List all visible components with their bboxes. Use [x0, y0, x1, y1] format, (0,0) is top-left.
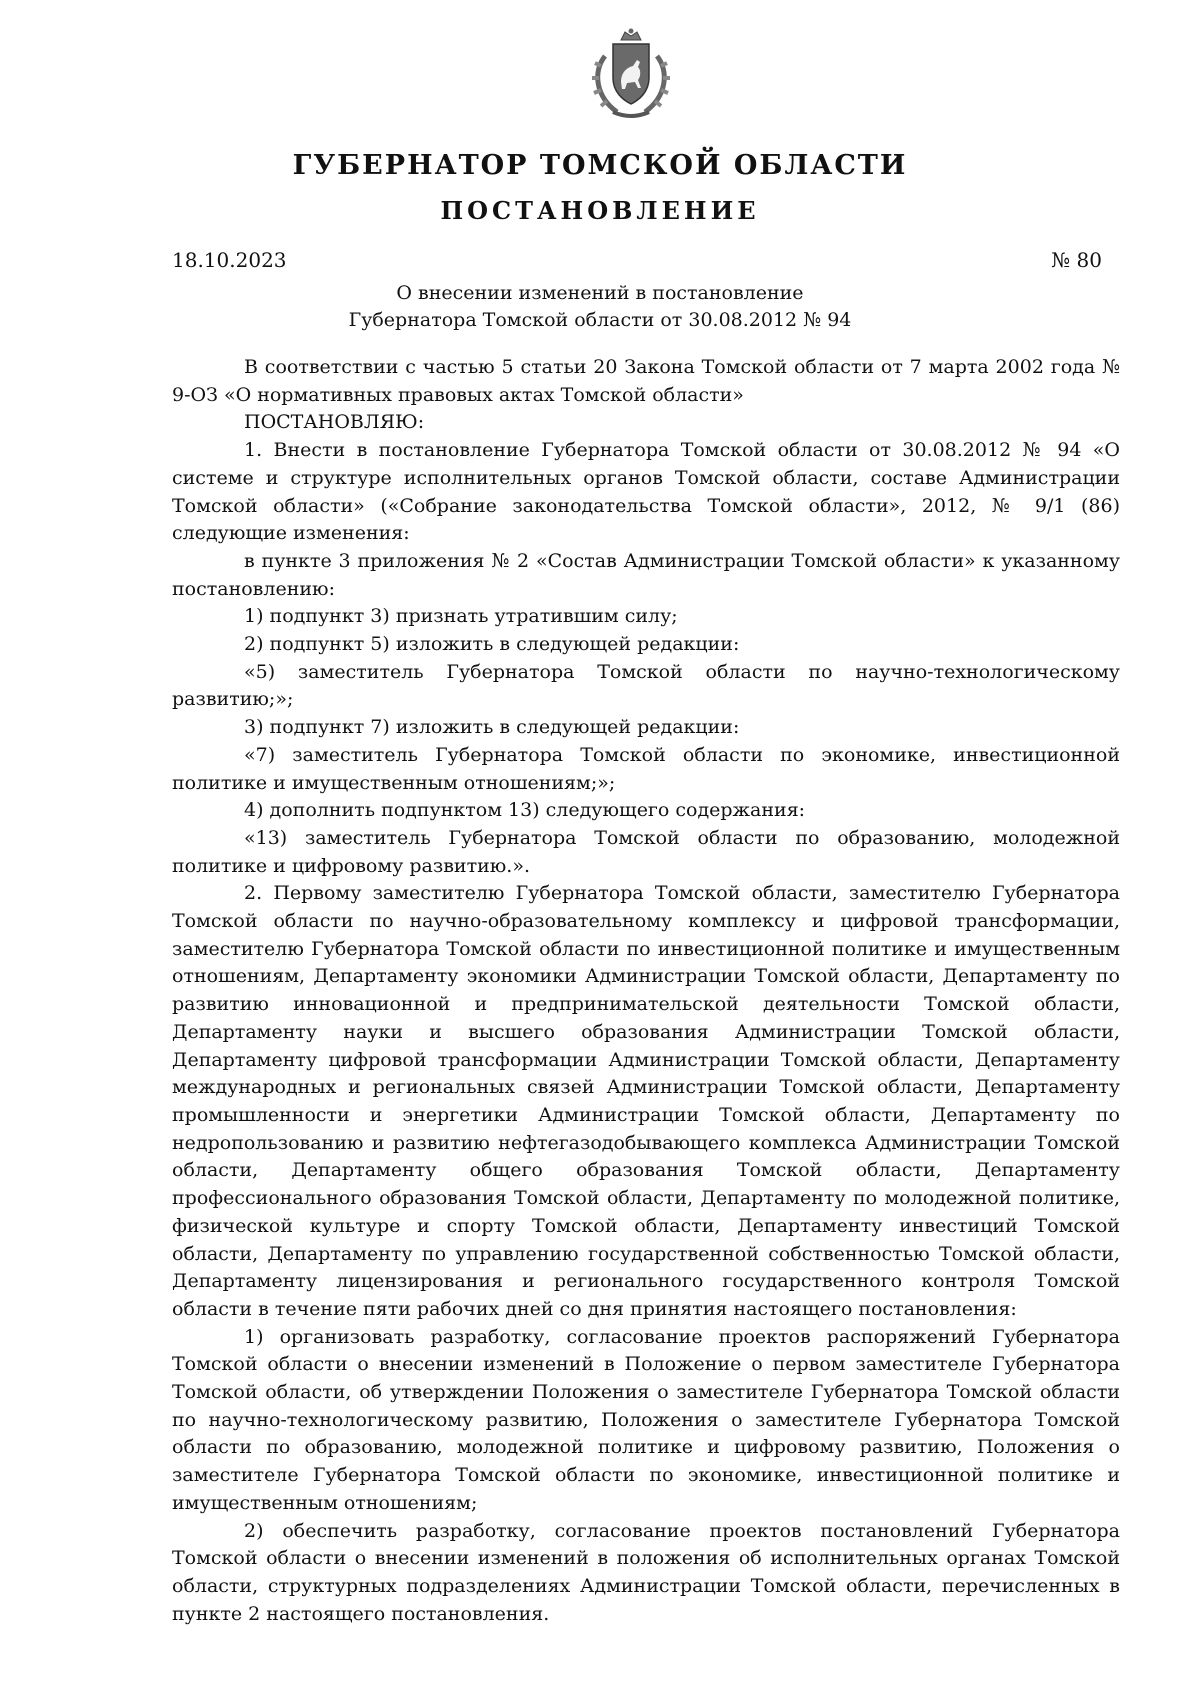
- document-date: 18.10.2023: [172, 248, 287, 272]
- subject-line-2: Губернатора Томской области от 30.08.2012 № 94: [348, 309, 852, 331]
- paragraph-item-2: 2. Первому заместителю Губернатора Томской области, заместителю Губернатора Томской области по научно-образовательному комплексу и цифровой трансформации, заместителю Губернатора Томской области по инвестиционной политике и имущественным отношениям, Департаменту экономики Администрации Томской области, Департаменту по развитию инновационной и предпринимательской деятельности Томской области, Департаменту науки и высшего образования Администрации Томской области, Департаменту цифровой трансформации Администрации Томской области, Департаменту международных и региональных связей Администрации Томской области, Департаменту промышленности и энергетики Администрации Томской области, Департаменту по недропользованию и развитию нефтегазодобывающего комплекса Администрации Томской области, Департаменту общего образования Томской области, Департаменту профессионального образования Томской области, Департаменту по молодежной политике, физической культуре и спорту Томской области, Департаменту инвестиций Томской области, Департаменту по управлению государственной собственностью Томской области, Департаменту лицензирования и регионального государственного контроля Томской области в течение пяти рабочих дней со дня принятия настоящего постановления:: [172, 882, 1120, 1320]
- paragraph-preamble: В соответствии с частью 5 статьи 20 Закона Томской области от 7 марта 2002 года № 9-ОЗ «О нормативных правовых актах Томской области»: [172, 356, 1120, 406]
- document-body: [172, 354, 1120, 1628]
- subject-line-1: О внесении изменений в постановление: [396, 282, 804, 304]
- paragraph-item-2-sub-2: 2) обеспечить разработку, согласование проектов постановлений Губернатора Томской области о внесении изменений в положения об исполнительных органах Томской области, структурных подразделениях Администрации Томской области, перечисленных в пункте 2 настоящего постановления.: [172, 1519, 1120, 1625]
- paragraph-item-2-sub-1: 1) организовать разработку, согласование проектов распоряжений Губернатора Томской области о внесении изменений в Положение о первом заместителе Губернатора Томской области, об утверждении Положения о заместителе Губернатора Томской области по научно-технологическому развитию, Положения о заместителе Губернатора Томской области по образованию, молодежной политике и цифровому развитию, Положения о заместителе Губернатора Томской области по экономике, инвестиционной политике и имущественным отношениям;: [172, 1325, 1120, 1514]
- paragraph-resolve: ПОСТАНОВЛЯЮ:: [244, 411, 425, 434]
- paragraph-item-1: 1. Внести в постановление Губернатора Томской области от 30.08.2012 № 94 «О системе и структуре исполнительных органов Томской области, составе Администрации Томской области» («Собрание законодательства Томской области», 2012, № 9/1 (86) следующие изменения:: [172, 439, 1120, 545]
- paragraph-subitem-3-text: «7) заместитель Губернатора Томской области по экономике, инвестиционной политике и имущественным отношениям;»;: [172, 743, 1120, 794]
- paragraph-subitem-3: 3) подпункт 7) изложить в следующей редакции:: [244, 716, 740, 739]
- document-type-title: ПОСТАНОВЛЕНИЕ: [440, 196, 760, 225]
- paragraph-item-1-intro: в пункте 3 приложения № 2 «Состав Администрации Томской области» к указанному постановлению:: [172, 549, 1120, 600]
- paragraph-subitem-1: 1) подпункт 3) признать утратившим силу;: [244, 605, 678, 628]
- paragraph-subitem-4: 4) дополнить подпунктом 13) следующего содержания:: [244, 799, 806, 822]
- document-number: № 80: [1051, 248, 1102, 272]
- paragraph-subitem-4-text: «13) заместитель Губернатора Томской области по образованию, молодежной политике и цифровому развитию.».: [172, 826, 1120, 877]
- authority-title: ГУБЕРНАТОР ТОМСКОЙ ОБЛАСТИ: [292, 150, 908, 181]
- paragraph-subitem-2: 2) подпункт 5) изложить в следующей редакции:: [244, 633, 740, 656]
- document-subject: [0, 280, 1200, 334]
- coat-of-arms-icon: [583, 26, 679, 122]
- paragraph-subitem-2-text: «5) заместитель Губернатора Томской области по научно-технологическому развитию;»;: [172, 660, 1120, 711]
